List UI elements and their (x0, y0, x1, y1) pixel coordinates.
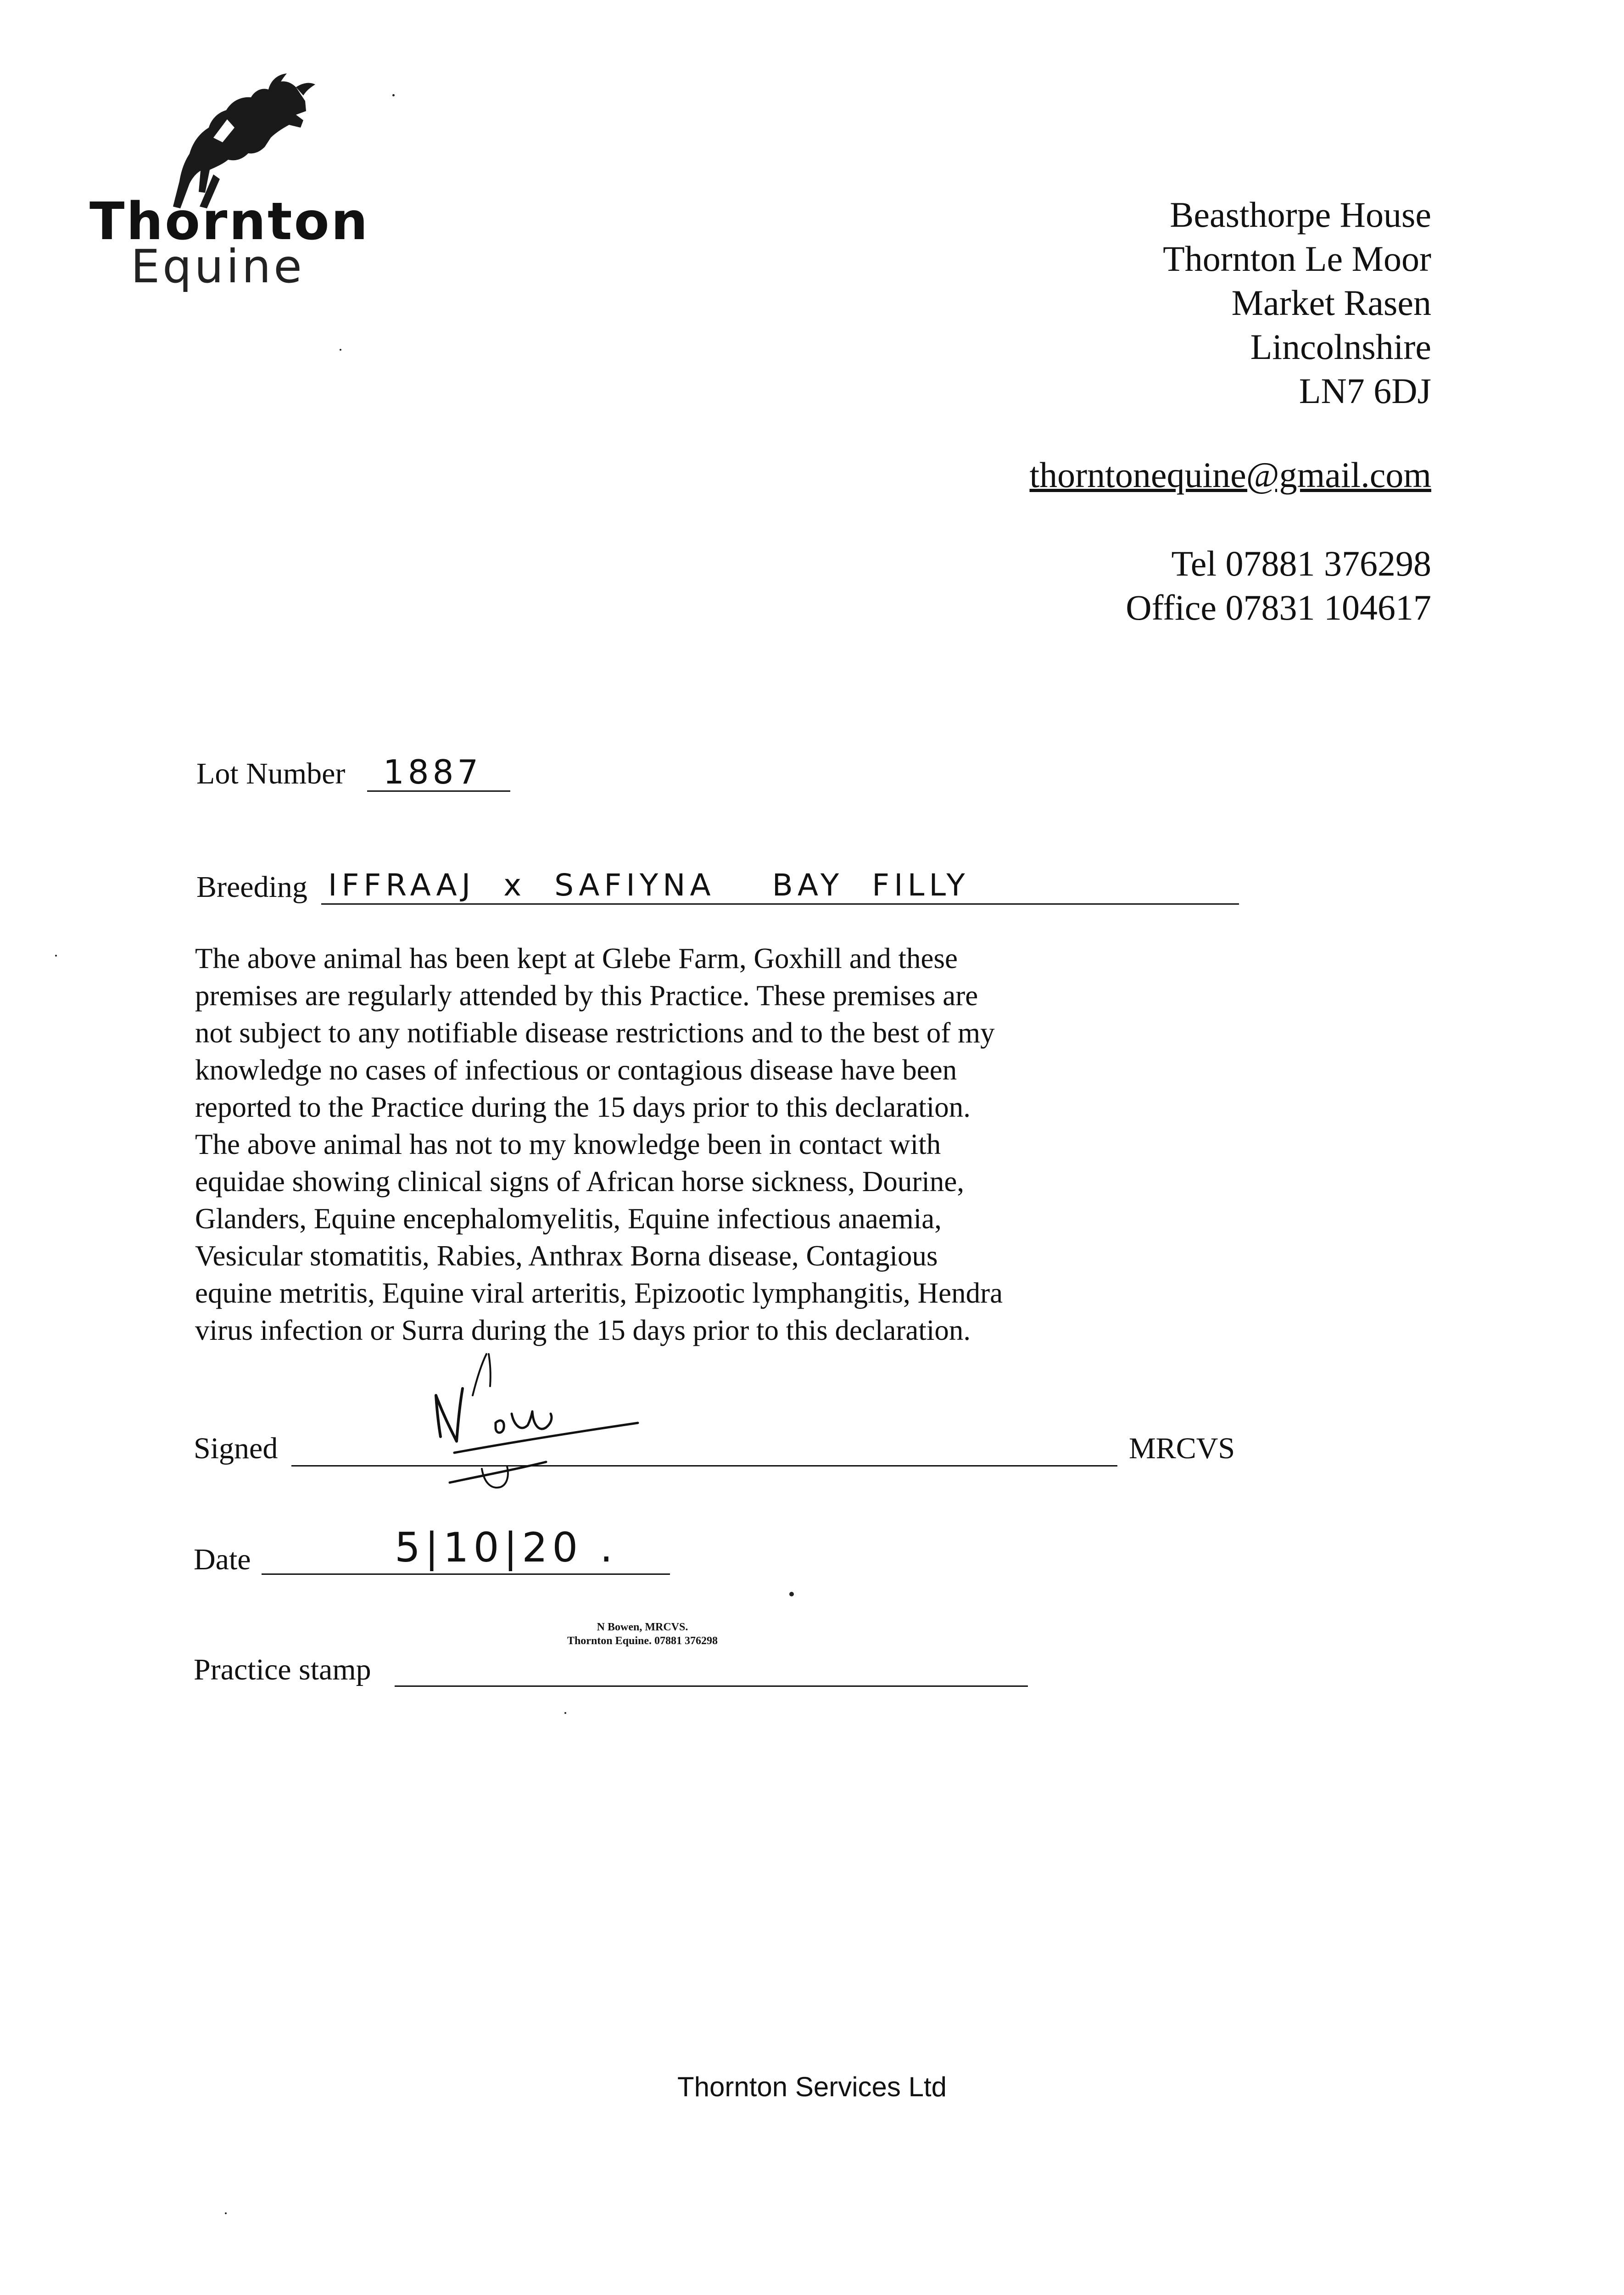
mrcvs-label: MRCVS (1129, 1432, 1235, 1465)
address-line: LN7 6DJ (1299, 371, 1431, 411)
logo-text-thornton: Thornton (89, 192, 370, 252)
phone-block (1126, 542, 1431, 630)
signed-label: Signed (194, 1432, 278, 1465)
declaration-line: The above animal has not to my knowledge been in contact with (195, 1128, 941, 1160)
thornton-equine-logo (89, 69, 370, 293)
date-line (262, 1573, 670, 1575)
declaration-text (195, 940, 1168, 1349)
stamp-name: N Bowen, MRCVS. (597, 1621, 688, 1633)
practice-stamp (528, 1620, 757, 1648)
declaration-line: equine metritis, Equine viral arteritis, Epizootic lymphangitis, Hendra (195, 1277, 1003, 1309)
declaration-line: virus infection or Surra during the 15 days prior to this declaration. (195, 1314, 971, 1346)
address-line: Thornton Le Moor (1163, 239, 1431, 279)
declaration-line: equidae showing clinical signs of African horse sickness, Dourine, (195, 1165, 965, 1198)
declaration-line: knowledge no cases of infectious or contagious disease have been (195, 1054, 957, 1086)
date-value: 5|10|20 . (395, 1524, 618, 1571)
scan-speck (789, 1592, 794, 1596)
practice-stamp-label: Practice stamp (194, 1653, 371, 1686)
scan-speck (225, 2212, 227, 2214)
declaration-line: Vesicular stomatitis, Rabies, Anthrax Borna disease, Contagious (195, 1240, 938, 1272)
declaration-line: reported to the Practice during the 15 days prior to this declaration. (195, 1091, 971, 1123)
breeding-label: Breeding (196, 870, 307, 904)
scan-speck (564, 1712, 566, 1714)
footer-company: Thornton Services Ltd (677, 2071, 947, 2102)
date-label: Date (194, 1543, 251, 1576)
address-block (1163, 193, 1431, 413)
scan-speck (55, 955, 57, 957)
address-line: Beasthorpe House (1170, 195, 1431, 235)
lot-number-label: Lot Number (196, 757, 346, 790)
scan-speck (392, 94, 395, 96)
address-line: Lincolnshire (1250, 327, 1431, 367)
handwritten-signature (413, 1345, 670, 1538)
office-number: Office 07831 104617 (1126, 588, 1431, 627)
declaration-line: not subject to any notifiable disease restrictions and to the best of my (195, 1017, 995, 1049)
scan-speck (340, 349, 341, 351)
address-line: Market Rasen (1231, 283, 1431, 323)
email-link[interactable]: thorntonequine@gmail.com (1029, 455, 1431, 495)
breeding-line (321, 903, 1239, 905)
declaration-line: premises are regularly attended by this Practice. These premises are (195, 980, 978, 1012)
breeding-value: IFFRAAJ x SAFIYNA BAY FILLY (328, 868, 970, 903)
stamp-practice: Thornton Equine. 07881 376298 (567, 1635, 718, 1647)
declaration-line: The above animal has been kept at Glebe Farm, Goxhill and these (195, 942, 958, 974)
declaration-line: Glanders, Equine encephalomyelitis, Equine infectious anaemia, (195, 1203, 942, 1235)
tel-number: Tel 07881 376298 (1171, 543, 1431, 583)
lot-number-value: 1887 (383, 753, 482, 791)
practice-stamp-line (395, 1685, 1028, 1687)
logo-text-equine: Equine (131, 240, 305, 293)
